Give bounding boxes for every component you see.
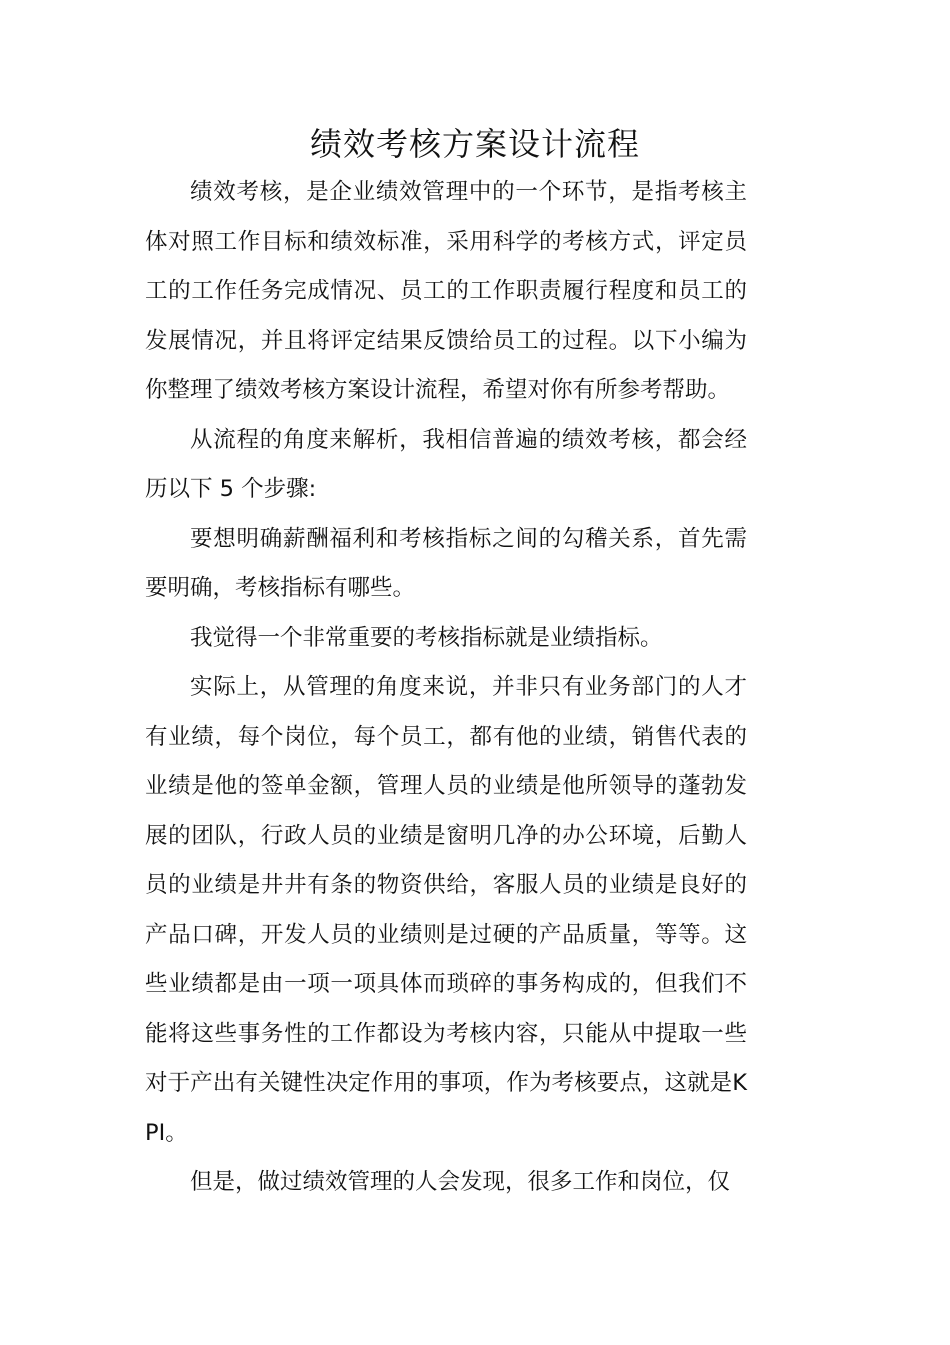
paragraph-intro: 绩效考核，是企业绩效管理中的一个环节，是指考核主体对照工作目标和绩效标准，采用科学的考核方式，评定员工的工作任务完成情况、员工的工作职责履行程度和员工的发展情况，并且将评定结果反馈给员工的过程。以下小编为你整理了绩效考核方案设计流程，希望对你有所参考帮助。 — [145, 179, 747, 403]
paragraph-performance-indicator: 我觉得一个非常重要的考核指标就是业绩指标。 — [190, 624, 663, 651]
paragraph-kpi: 实际上，从管理的角度来说，并非只有业务部门的人才有业绩，每个岗位，每个员工，都有他的业绩，销售代表的业绩是他的签单金额，管理人员的业绩是他所领导的蓬勃发展的团队，行政人员的业绩是窗明几净的办公环境，后勤人员的业绩是井井有条的物资供给，客服人员的业绩是良好的产品口碑，开发人员的业绩则是过硬的产品质量，等等。这些业绩都是由一项一项具体而琐碎的事务构成的，但我们不能将这些事务性的工作都设为考核内容，只能从中提取一些对于产出有关键性决定作用的事项，作为考核要点，这就是KPI。 — [145, 674, 747, 1146]
document-body — [145, 168, 747, 1208]
paragraph-indicators: 要想明确薪酬福利和考核指标之间的勾稽关系，首先需要明确，考核指标有哪些。 — [145, 525, 747, 601]
paragraph-process-steps: 从流程的角度来解析，我相信普遍的绩效考核，都会经历以下 5 个步骤: — [145, 426, 747, 502]
paragraph-however: 但是，做过绩效管理的人会发现，很多工作和岗位，仅 — [190, 1169, 731, 1195]
document-title: 绩效考核方案设计流程 — [309, 125, 640, 163]
